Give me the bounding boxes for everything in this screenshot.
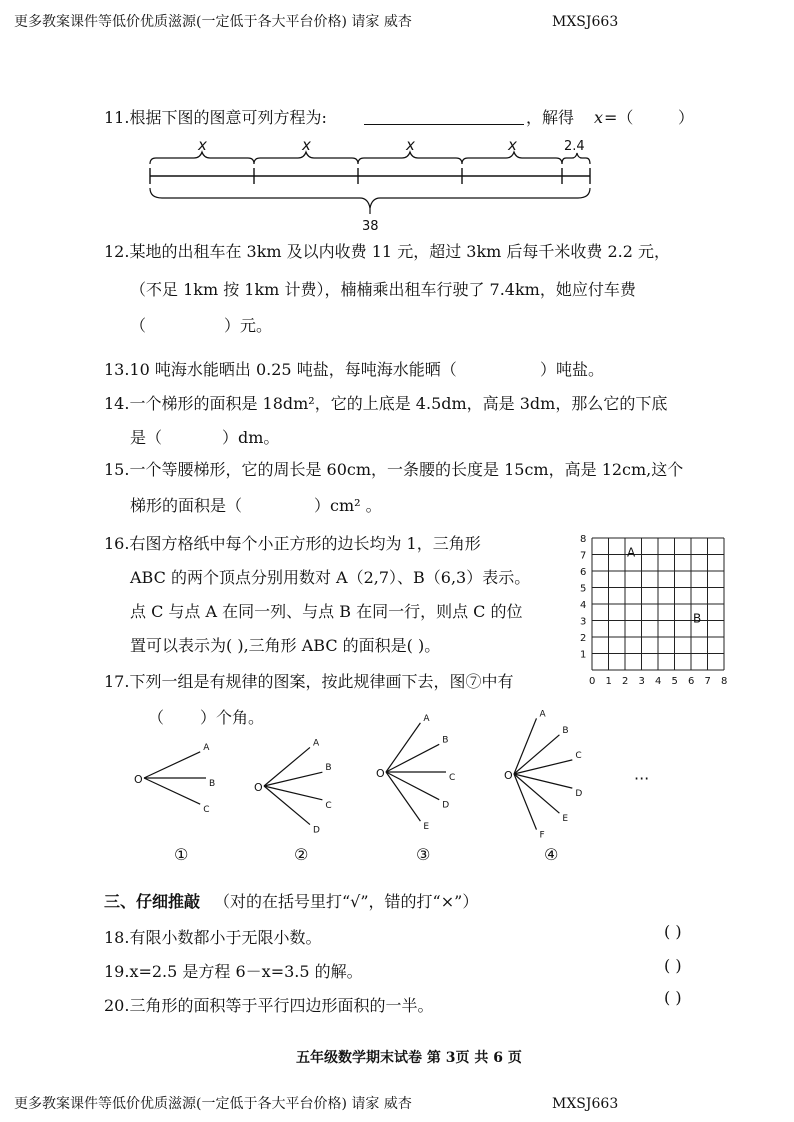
section3-title: 三、仔细推敲 — [104, 892, 201, 911]
origin-label: O — [376, 767, 385, 780]
grid-x-tick: 0 — [589, 676, 596, 687]
ray-label: D — [575, 789, 583, 800]
q17-line2-b: ）个角。 — [200, 708, 265, 727]
q18-paren: ( ) — [664, 922, 682, 941]
q17-line1: 17.下列一组是有规律的图案，按此规律画下去，图⑦中有 — [104, 672, 514, 691]
angle-ray — [514, 718, 536, 774]
q13-tail: ）吨盐。 — [540, 360, 605, 379]
q14-line1: 14.一个梯形的面积是 18dm²，它的上底是 4.5dm，高是 3dm，那么它的下底 — [104, 394, 668, 413]
q20-paren: ( ) — [664, 988, 682, 1007]
q15-line2-b: ）cm² 。 — [314, 496, 382, 515]
q12-line3-open: （ — [130, 316, 147, 335]
q11-blank-line — [364, 124, 524, 125]
angle-ray — [386, 723, 420, 772]
seg-label-2: x — [302, 136, 311, 154]
ray-label: C — [575, 750, 582, 761]
origin-label: O — [504, 769, 513, 782]
angle-ray — [144, 778, 200, 804]
ray-label: C — [449, 773, 456, 783]
ray-label: A — [203, 742, 210, 753]
q14-line2-a: 是（ — [130, 428, 163, 447]
grid-y-tick: 2 — [580, 633, 587, 644]
ray-label: F — [539, 830, 545, 841]
angle-figures — [120, 709, 720, 864]
q11-solve: ，解得 — [526, 108, 575, 127]
grid-x-tick: 2 — [622, 676, 629, 687]
q11-close: ） — [678, 108, 695, 127]
figure-number: ③ — [416, 845, 431, 864]
q15-line2-a: 梯形的面积是（ — [130, 496, 243, 515]
coordinate-grid — [574, 534, 728, 694]
grid-y-tick: 1 — [580, 649, 587, 661]
q12-line3-close: ）元。 — [224, 316, 273, 335]
page-footer: 五年级数学期末试卷 第 3页 共 6 页 — [296, 1050, 522, 1066]
ray-label: B — [209, 779, 216, 789]
q11-eq: =（ — [604, 108, 634, 127]
grid-x-tick: 1 — [605, 676, 612, 687]
seg-label-3: x — [406, 136, 415, 154]
grid-point-A: A — [627, 545, 636, 560]
q11-var: x — [594, 108, 604, 127]
grid-y-tick: 6 — [580, 567, 587, 578]
grid-y-tick: 5 — [580, 583, 587, 595]
ray-label: B — [562, 725, 569, 736]
q13-text: 13.10 吨海水能晒出 0.25 吨盐，每吨海水能晒（ — [104, 360, 457, 379]
grid-x-tick: 4 — [655, 676, 662, 687]
seg-label-5: 2.4 — [564, 139, 585, 154]
angle-ray — [386, 772, 420, 821]
q16-line1: 16.右图方格纸中每个小正方形的边长均为 1，三角形 — [104, 534, 481, 553]
footer-header-text: 更多教案课件等低价优质滋源(一定低于各大平台价格) 请家 威杏 — [14, 1096, 412, 1112]
grid-y-tick: 3 — [580, 616, 587, 628]
ray-label: A — [423, 713, 430, 724]
ray-label: C — [203, 805, 210, 816]
header-code: MXSJ663 — [552, 14, 619, 30]
q12-line2: （不足 1km 按 1km 计费），楠楠乘出租车行驶了 7.4km，她应付车费 — [130, 280, 636, 299]
ray-label: A — [539, 709, 546, 720]
angle-ray — [144, 752, 200, 778]
section3-note: （对的在括号里打“√”，错的打“×”） — [214, 892, 479, 911]
origin-label: O — [134, 773, 143, 786]
angle-ray — [386, 772, 439, 800]
grid-x-tick: 6 — [688, 676, 695, 687]
origin-label: O — [254, 781, 263, 794]
figure-number: ① — [174, 845, 189, 864]
header-text: 更多教案课件等低价优质滋源(一定低于各大平台价格) 请家 威杏 — [14, 14, 412, 30]
ray-label: A — [312, 738, 320, 749]
angle-ray — [386, 744, 439, 772]
ray-label: E — [423, 822, 430, 833]
q16-line2: ABC 的两个顶点分别用数对 A（2,7）、B（6,3）表示。 — [130, 568, 531, 587]
seg-label-1: x — [198, 136, 207, 154]
grid-x-tick: 8 — [721, 676, 728, 687]
seg-label-4: x — [508, 136, 517, 154]
q17-line2-a: （ — [148, 708, 165, 727]
q11-segment-diagram — [146, 136, 596, 234]
ray-label: E — [562, 814, 569, 825]
q20-text: 20.三角形的面积等于平行四边形面积的一半。 — [104, 996, 434, 1015]
q15-line1: 15.一个等腰梯形，它的周长是 60cm，一条腰的长度是 15cm，高是 12cm,这个 — [104, 460, 684, 479]
grid-y-tick: 8 — [580, 534, 587, 545]
q19-paren: ( ) — [664, 956, 682, 975]
ray-label: D — [312, 825, 320, 836]
grid-x-tick: 3 — [638, 676, 645, 687]
ray-label: B — [442, 735, 449, 746]
q18-text: 18.有限小数都小于无限小数。 — [104, 928, 322, 947]
grid-x-tick: 7 — [704, 676, 711, 687]
footer-header-code: MXSJ663 — [552, 1096, 619, 1112]
grid-y-tick: 7 — [580, 550, 587, 562]
grid-y-tick: 4 — [580, 600, 587, 611]
grid-x-tick: 5 — [671, 676, 678, 687]
ray-label: C — [325, 800, 332, 811]
ray-label: D — [442, 800, 450, 811]
q12-line1: 12.某地的出租车在 3km 及以内收费 11 元，超过 3km 后每千米收费 2.2 元， — [104, 242, 671, 261]
angle-ray — [514, 774, 536, 830]
seg-total: 38 — [362, 219, 379, 234]
figure-number: ④ — [544, 845, 559, 864]
grid-point-B: B — [693, 611, 702, 626]
q11-text: 11.根据下图的图意可列方程为: — [104, 108, 327, 127]
q16-line3: 点 C 与点 A 在同一列、与点 B 在同一行，则点 C 的位 — [130, 602, 523, 621]
q16-line4: 置可以表示为( ),三角形 ABC 的面积是( )。 — [130, 636, 441, 655]
ray-label: B — [325, 763, 332, 774]
q14-line2-b: ）dm。 — [222, 428, 280, 447]
figure-number: ② — [294, 845, 309, 864]
q19-text: 19.x=2.5 是方程 6－x=3.5 的解。 — [104, 962, 363, 981]
figures-ellipsis: ··· — [634, 769, 650, 788]
